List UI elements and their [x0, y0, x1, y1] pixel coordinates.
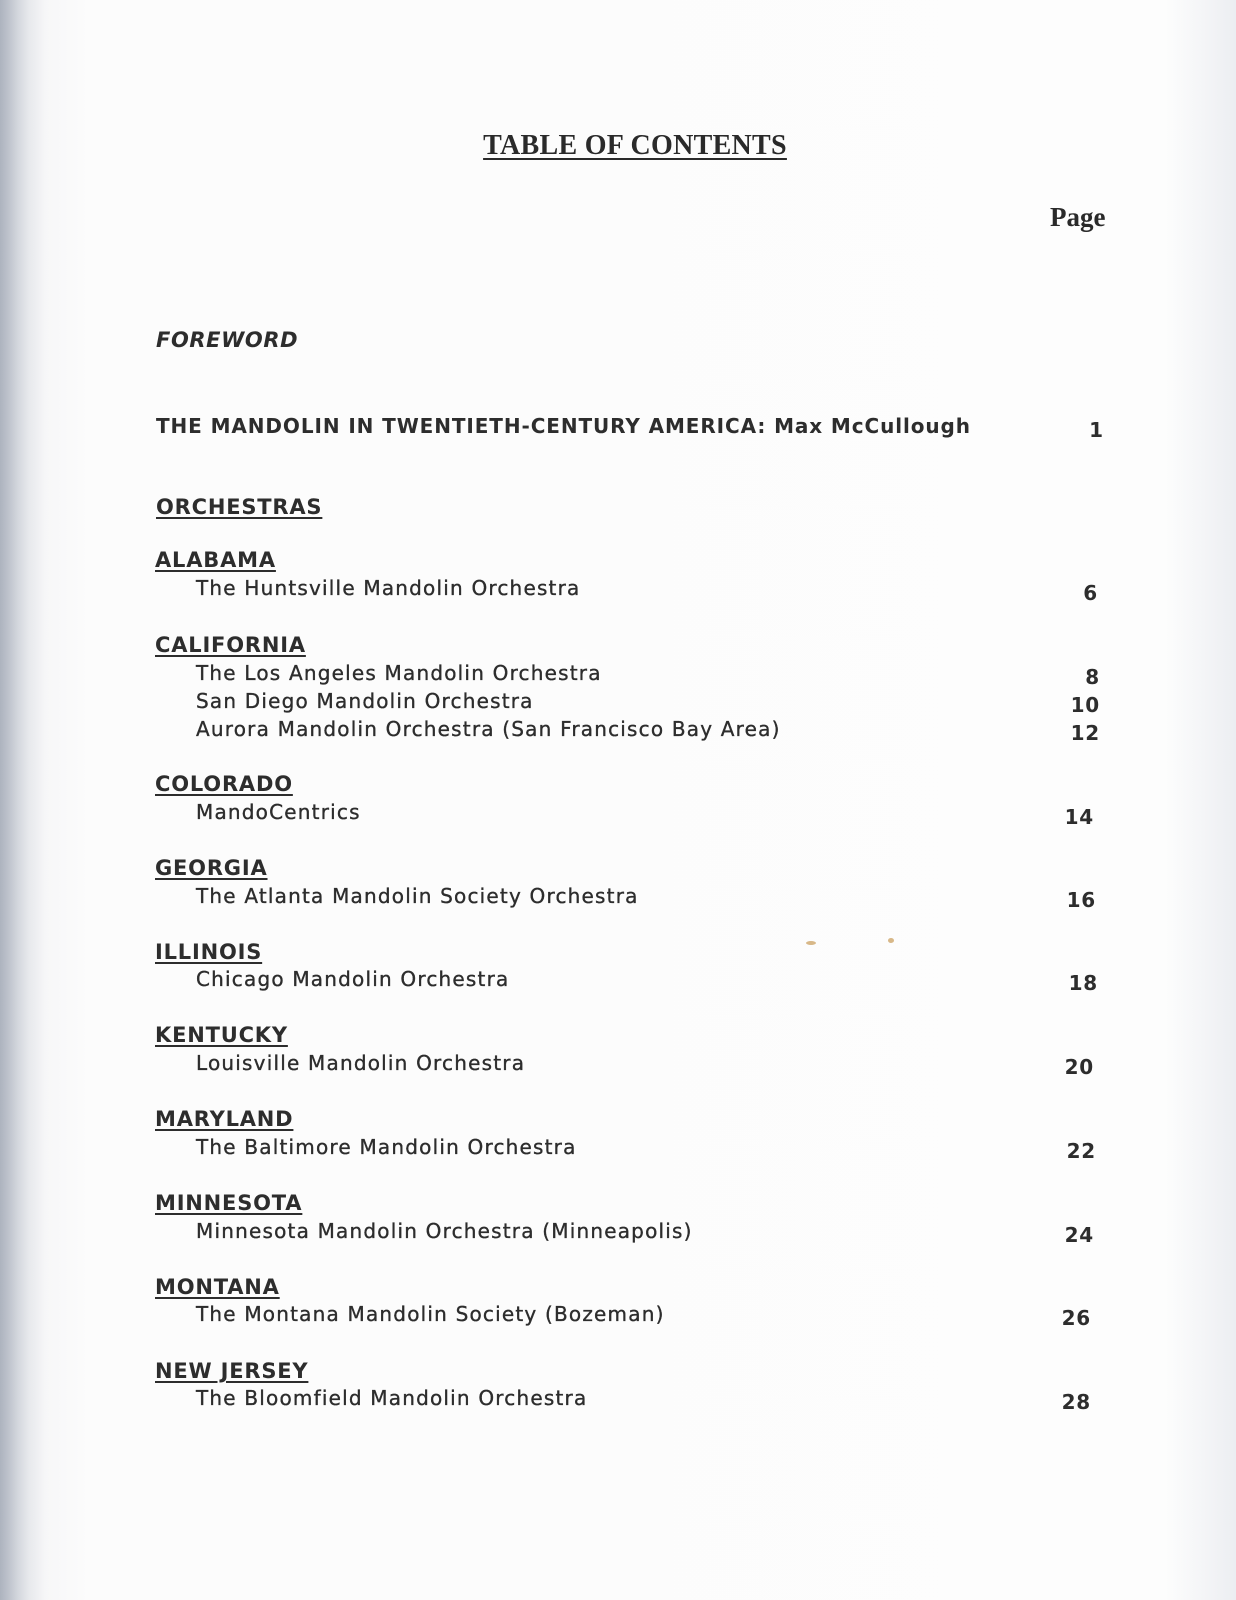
toc-entry-title: Aurora Mandolin Orchestra (San Francisco Bay Area) [196, 717, 781, 741]
toc-entry-page: 10 [1070, 693, 1100, 717]
toc-entry-title: MandoCentrics [196, 800, 361, 824]
toc-entry-title: The Montana Mandolin Society (Bozeman) [196, 1302, 665, 1326]
toc-entry-page: 18 [1068, 971, 1098, 995]
paper-stain [806, 941, 816, 945]
toc-entry-page: 12 [1070, 721, 1100, 745]
essay-page-number: 1 [1089, 418, 1103, 442]
toc-entry-page: 22 [1066, 1139, 1096, 1163]
toc-entry-title: The Atlanta Mandolin Society Orchestra [196, 884, 639, 908]
toc-entry-title: Louisville Mandolin Orchestra [196, 1051, 526, 1075]
state-heading: NEW JERSEY [155, 1359, 309, 1383]
toc-entry-page: 26 [1061, 1306, 1091, 1330]
state-heading: MARYLAND [155, 1107, 294, 1131]
toc-entry-title: The Huntsville Mandolin Orchestra [196, 576, 581, 600]
toc-entry-page: 14 [1064, 805, 1094, 829]
toc-entry-title: Chicago Mandolin Orchestra [196, 967, 510, 991]
toc-entry-title: Minnesota Mandolin Orchestra (Minneapolis) [196, 1219, 693, 1243]
toc-entry-title: The Los Angeles Mandolin Orchestra [196, 661, 602, 685]
toc-entry-page: 16 [1066, 888, 1096, 912]
state-heading: ILLINOIS [155, 940, 263, 964]
toc-entry-page: 28 [1061, 1390, 1091, 1414]
toc-entry-page: 20 [1064, 1055, 1094, 1079]
state-heading: COLORADO [155, 772, 293, 796]
toc-entry-title: San Diego Mandolin Orchestra [196, 689, 534, 713]
binding-shadow [0, 0, 48, 1600]
page-edge-shade [1166, 0, 1236, 1600]
paper-stain [888, 938, 894, 943]
essay-title: THE MANDOLIN IN TWENTIETH-CENTURY AMERICA: Max McCullough [156, 414, 971, 438]
state-heading: CALIFORNIA [155, 633, 306, 657]
state-heading: MONTANA [155, 1275, 280, 1299]
toc-entry-page: 24 [1064, 1223, 1094, 1247]
state-heading: GEORGIA [155, 856, 268, 880]
section-heading-orchestras: ORCHESTRAS [156, 495, 323, 519]
state-heading: MINNESOTA [155, 1191, 303, 1215]
page-column-header: Page [1050, 202, 1106, 232]
toc-entry-title: The Baltimore Mandolin Orchestra [196, 1135, 577, 1159]
toc-entry-page: 8 [1085, 665, 1100, 689]
state-heading: ALABAMA [155, 548, 276, 572]
state-heading: KENTUCKY [155, 1023, 288, 1047]
foreword-heading: FOREWORD [156, 328, 299, 352]
page-title: TABLE OF CONTENTS [483, 130, 787, 161]
toc-entry-title: The Bloomfield Mandolin Orchestra [196, 1386, 588, 1410]
toc-entry-page: 6 [1083, 581, 1098, 605]
